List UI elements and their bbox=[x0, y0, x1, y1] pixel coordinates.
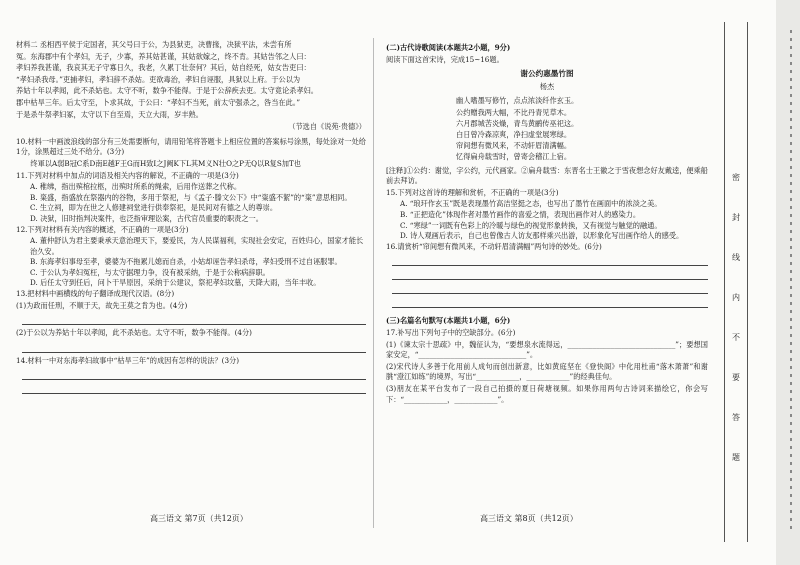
material2 bbox=[16, 40, 366, 120]
q12-option-b: B. 东海孝妇事母至孝，婆婆为不拖累儿媳而自杀，小姑却诬告孝妇杀母，孝妇受刑不过自诬服罪。 bbox=[30, 257, 342, 267]
question-16: 16.请赏析“帘间想有微风来，不动轩眉清满幅”两句诗的妙处。(6分) bbox=[386, 241, 602, 251]
section-3-heading: (三)名篇名句默写(本题共1小题，6分) bbox=[386, 316, 511, 326]
question-17-1: (1)《谏太宗十思疏》中，魏征认为，“要想泉水流得远，______________________________”；要想国家安定，“______________________________”。 bbox=[386, 339, 708, 360]
question-17-3: (3)朋友在某平台发布了一段自己拍摄的夏日荷塘视频。如果你用两句古诗词来描绘它，你会写下：“____________，____________”。 bbox=[386, 383, 708, 404]
answer-line[interactable] bbox=[392, 269, 708, 280]
poem-line: 帘间想有微风来，不动轩眉清满幅。 bbox=[456, 141, 572, 151]
poem-line: 忆得扁舟载雪时，曾寄会稽江上宿。 bbox=[456, 152, 572, 162]
material2-line: 郡中枯旱三年。后太守至，卜求其故，于公曰：“孝妇不当死，前太守强杀之，咎当在此。” bbox=[16, 97, 301, 107]
material2-line: 于是杀牛祭孝妇冢，太守以下自至焉，天立大雨，岁丰熟。 bbox=[16, 109, 203, 119]
poem-author: 杨杰 bbox=[539, 81, 555, 91]
right-page bbox=[386, 40, 708, 406]
answer-line[interactable] bbox=[22, 369, 366, 380]
answer-line[interactable] bbox=[392, 283, 708, 294]
q15-option-c: C. “寒绿”一词既有色彩上的冷暖与绿色的视觉形象转换，又有视觉与触觉的融通。 bbox=[400, 220, 662, 230]
poem-line: 幽人嗜墨写修竹，点点浓淡纤作玄玉。 bbox=[456, 96, 579, 106]
poem-line: 公约赠我两大幅，不比丹青见草木。 bbox=[456, 107, 572, 117]
poem-note: [注释]①公约：谢觉，字公约，元代画家。②扁舟载雪：东晋名士王徽之于雪夜想念好友戴逵，便乘船前去拜访。 bbox=[386, 165, 708, 186]
q12-option-a: A. 董仲舒认为君主要秉承天意治理天下，要爱民，为人民谋福利，实现社会安定，百姓归心，国家才能长治久安。 bbox=[30, 236, 364, 256]
question-17: 17.补写出下列句子中的空缺部分。(6分) bbox=[386, 327, 516, 337]
answer-line[interactable] bbox=[22, 383, 366, 394]
answer-line[interactable] bbox=[22, 342, 366, 353]
poem-intro: 阅读下面这首宋诗，完成15~16题。 bbox=[386, 54, 504, 64]
question-10-text: 终軍以A弱B冠C系D南E越F王G而H致I之J阙K下L其M义N壮O之P无Q以R复S加T也 bbox=[30, 158, 301, 168]
material2-line: 孝妇养我甚谨，我哀其无子守寡日久，我老，久累丁壮奈何？其后，姑自经死，姑女告吏曰： bbox=[16, 63, 311, 73]
page-divider bbox=[373, 38, 374, 528]
answer-line[interactable] bbox=[392, 255, 708, 266]
binding-char: 密 bbox=[732, 173, 740, 182]
question-17-2: (2)宋代诗人多善于化用前人成句而创出新意，比如黄庭坚在《登快阁》中化用杜甫“落木萧萧”和谢朓“澄江如练”的境界，写出“____________，____________”的经典佳句。 bbox=[386, 361, 708, 382]
binding-strip bbox=[724, 22, 748, 542]
page-footer-left: 高三语文 第7页（共12页） bbox=[150, 514, 248, 523]
q12-option-d: D. 后任太守到任后，问卜干旱原因，采纳于公建议，祭祀孝妇坟墓，天降大雨，当年丰收。 bbox=[30, 278, 321, 288]
poem-line: 白日曾冷森凉爽，净扫虚堂展寒绿。 bbox=[456, 129, 572, 139]
binding-char: 线 bbox=[732, 253, 740, 262]
binding-char: 不 bbox=[732, 333, 740, 342]
material2-line: “孝妇杀我母。”吏捕孝妇，孝妇辞不杀姑。吏欲毒治，孝妇自诬服，具狱以上府。于公以为 bbox=[16, 74, 301, 84]
question-13-1: (1)为政而任刑，不顺于天，故先王莫之肯为也。(4分) bbox=[16, 300, 188, 310]
source-citation: （节选自《说苑·贵德》） bbox=[288, 122, 366, 132]
question-13-2: (2)于公以为养姑十年以孝闻，此不杀姑也。太守不听，数争不能得。(4分) bbox=[16, 328, 252, 338]
q15-option-d: D. 诗人观画后表示，自己也曾像古人访友那样乘兴出游，以形象化写出画作给人的感受。 bbox=[400, 231, 684, 241]
question-15: 15.下列对这首诗的理解和赏析，不正确的一项是(3分) bbox=[386, 187, 559, 197]
question-14: 14.材料一中对东海孝妇故事中“枯旱三年”的成因有怎样的说法？(3分) bbox=[16, 355, 240, 365]
page-footer-right: 高三语文 第8页（共12页） bbox=[480, 514, 578, 523]
binding-char: 要 bbox=[732, 373, 740, 382]
q11-option-d: D. 决狱，旧时指判决案件，也泛指审理讼案，古代官员重要的职责之一。 bbox=[30, 213, 263, 223]
poem-title: 谢公约惠墨竹图 bbox=[520, 69, 574, 79]
binding-char: 封 bbox=[732, 213, 740, 222]
material2-line: 材料二 丞相西平侯于定国者，其父号曰于公，为县狱吏，决曹掾，决狱平法，未尝有所 bbox=[16, 40, 292, 49]
binding-char: 答 bbox=[732, 413, 740, 422]
q11-option-b: B. 粢盛，指盛放在祭器内的谷物，多用于祭祀，与《孟子·滕文公下》中“粢盛不絜”的“粢”意思相同。 bbox=[30, 192, 352, 202]
question-13: 13.把材料中画横线的句子翻译成现代汉语。(8分) bbox=[16, 289, 175, 299]
material2-line: 冤。东海郡中有个孝妇，无子，少寡，养其姑甚谨，其姑欲嫁之，终不肯。其姑告邻之人曰： bbox=[16, 51, 311, 61]
answer-line[interactable] bbox=[392, 297, 708, 308]
material2-line: 养姑十年以孝闻，此不杀姑也。太守不听，数争不能得。于是于公辞疾去吏。太守竟论杀孝妇。 bbox=[16, 86, 318, 96]
perforation-dots bbox=[790, 30, 792, 530]
question-10: 10.材料一中画波浪线的部分有三处需要断句，请用铅笔将答题卡上相应位置的答案标号涂黑，每处涂对一处给1分，涂黑超过三处不给分。(3分) bbox=[16, 136, 366, 157]
q12-option-c: C. 于公认为孝妇冤枉，与太守据理力争，没有被采纳，于是于公称病辞职。 bbox=[30, 267, 270, 277]
question-11: 11.下列对材料中加点的词语及相关内容的解说，不正确的一项是(3分) bbox=[16, 170, 239, 180]
q15-option-a: A. “琅玕作玄玉”既是表现墨竹高洁坚挺之态，也写出了墨竹在画面中的浓淡之美。 bbox=[400, 199, 662, 209]
binding-char: 内 bbox=[732, 293, 740, 302]
left-page bbox=[16, 40, 366, 397]
q15-option-b: B. “正把造化”体现作者对墨竹画作的喜爱之情，表现出画作对人的感染力。 bbox=[400, 209, 641, 219]
section-2-heading: (二)古代诗歌阅读(本题共2小题，9分) bbox=[386, 43, 511, 52]
poem-line: 六月郡城苦炎燥，青鸟黄鹂传巫祀这。 bbox=[456, 118, 579, 128]
q11-option-a: A. 稚绋，指出殡棺拉柩，出殡时所系的绳索，后用作送葬之代称。 bbox=[30, 182, 242, 192]
question-12: 12.下列对材料有关内容的概述，不正确的一项是(3分) bbox=[16, 224, 189, 234]
q11-option-c: C. 生立祠，即为在世之人修建祠堂进行供奉祭祀，是民间对有德之人的尊崇。 bbox=[30, 203, 278, 213]
binding-char: 题 bbox=[732, 453, 740, 462]
answer-line[interactable] bbox=[22, 314, 366, 325]
scan-edge bbox=[776, 0, 800, 565]
